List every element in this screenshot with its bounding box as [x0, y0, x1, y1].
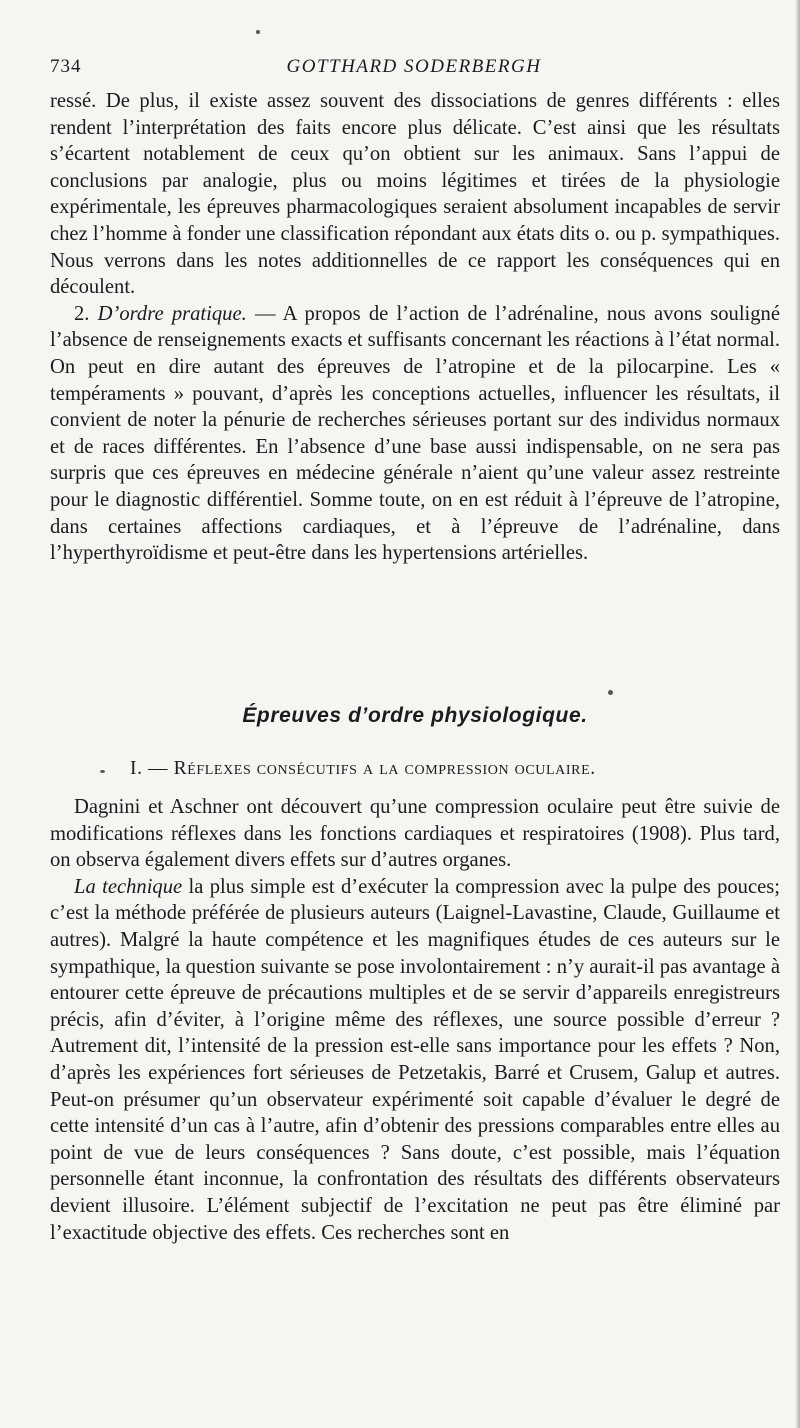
page-edge-shadow [795, 0, 800, 1428]
paragraph-number: 2. [74, 302, 90, 325]
running-title: GOTTHARD SODERBERGH [286, 56, 542, 77]
section-heading: Épreuves d’ordre physiologique. [242, 704, 588, 727]
paragraph-technique [50, 874, 780, 1246]
text-block-bottom [50, 794, 780, 1246]
page-number: 734 [50, 56, 82, 77]
paragraph-discovery: Dagnini et Aschner ont découvert qu’une compression oculaire peut être suivie de modifications réflexes dans les fonctions cardiaques et respiratoires (1908). Plus tard, on observa également divers effets sur d’autres organes. [50, 796, 780, 872]
subsection-title: Réflexes consécutifs a la compression oculaire. [173, 758, 596, 779]
paragraph-lead-italic: D’ordre pratique. [97, 302, 247, 325]
paragraph-practical-order [50, 301, 780, 567]
subsection-number: I. — [130, 758, 169, 779]
paragraph-body: — A propos de l’action de l’adrénaline, nous avons souligné l’absence de renseignements exacts et suffisants concernant les réactions à l’état normal. On peut en dire autant des épreuves de l’atropine et de la pilocarpine. Les « tempéraments » pouvant, d’après les conceptions actuelles, influencer les résultats, il convient de noter la pénurie de recherches sérieuses portant sur des individus normaux et de races différentes. En l’absence d’une base aussi indispensable, on ne sera pas surpris que ces épreuves en médecine générale n’aient qu’une valeur assez restreinte pour le diagnostic différentiel. Somme toute, on en est réduit à l’épreuve de l’atropine, dans certaines affections cardiaques, et à l’épreuve de l’adrénaline, dans l’hyperthyroïdisme et peut-être dans les hypertensions artérielles. [50, 302, 780, 565]
paragraph-lead-italic: La technique [74, 875, 183, 898]
ink-speck [608, 690, 613, 695]
paragraph-body: la plus simple est d’exécuter la compression avec la pulpe des pouces; c’est la méthode préférée de plusieurs auteurs (Laignel-Lavastine, Claude, Guillaume et autres). Malgré la haute compétence et les magnifiques études de ces auteurs sur le sympathique, la question suivante se pose involontairement : n’y aurait-il pas avantage à entourer cette épreuve de précautions multiples et de se servir d’appareils enregistreurs précis, afin d’éviter, à l’origine même des réflexes, une source possible d’erreur ? Autrement dit, l’intensité de la pression est-elle sans importance pour les effets ? Non, d’après les expériences fort sérieuses de Petzetakis, Barré et Crusem, Galup et autres. Peut-on présumer qu’un observateur expérimenté soit capable d’évaluer le degré de cette intensité d’un cas à l’autre, afin d’obtenir des pressions comparables entre elles au point de vue de leurs conséquences ? Sans doute, c’est possible, mais l’équation personnelle étant inconnue, la confrontation des résultats des différents observateurs devient illusoire. L’élément subjectif de l’excitation ne peut pas être éliminé par l’exactitude objective des effets. Ces recherches sont en [50, 875, 780, 1244]
paragraph-continuation: ressé. De plus, il existe assez souvent des dissociations de genres différents : elles rendent l’interprétation des faits encore plus délicate. C’est ainsi que les résultats s’écartent notablement de ceux qu’on obtient sur les animaux. Sans l’appui de conclusions par analogie, plus ou moins légitimes et tirées de la physiologie expérimentale, les épreuves pharmacologiques seraient absolument incapables de servir chez l’homme à fonder une classification répondant aux états dits o. ou p. sympathiques. Nous verrons dans les notes additionnelles de ce rapport les conséquences qui en découlent. [50, 90, 780, 299]
text-block-top [50, 88, 780, 567]
ink-speck [100, 770, 105, 773]
ink-speck [256, 30, 260, 34]
running-head [50, 56, 778, 82]
subsection-heading [130, 758, 780, 780]
